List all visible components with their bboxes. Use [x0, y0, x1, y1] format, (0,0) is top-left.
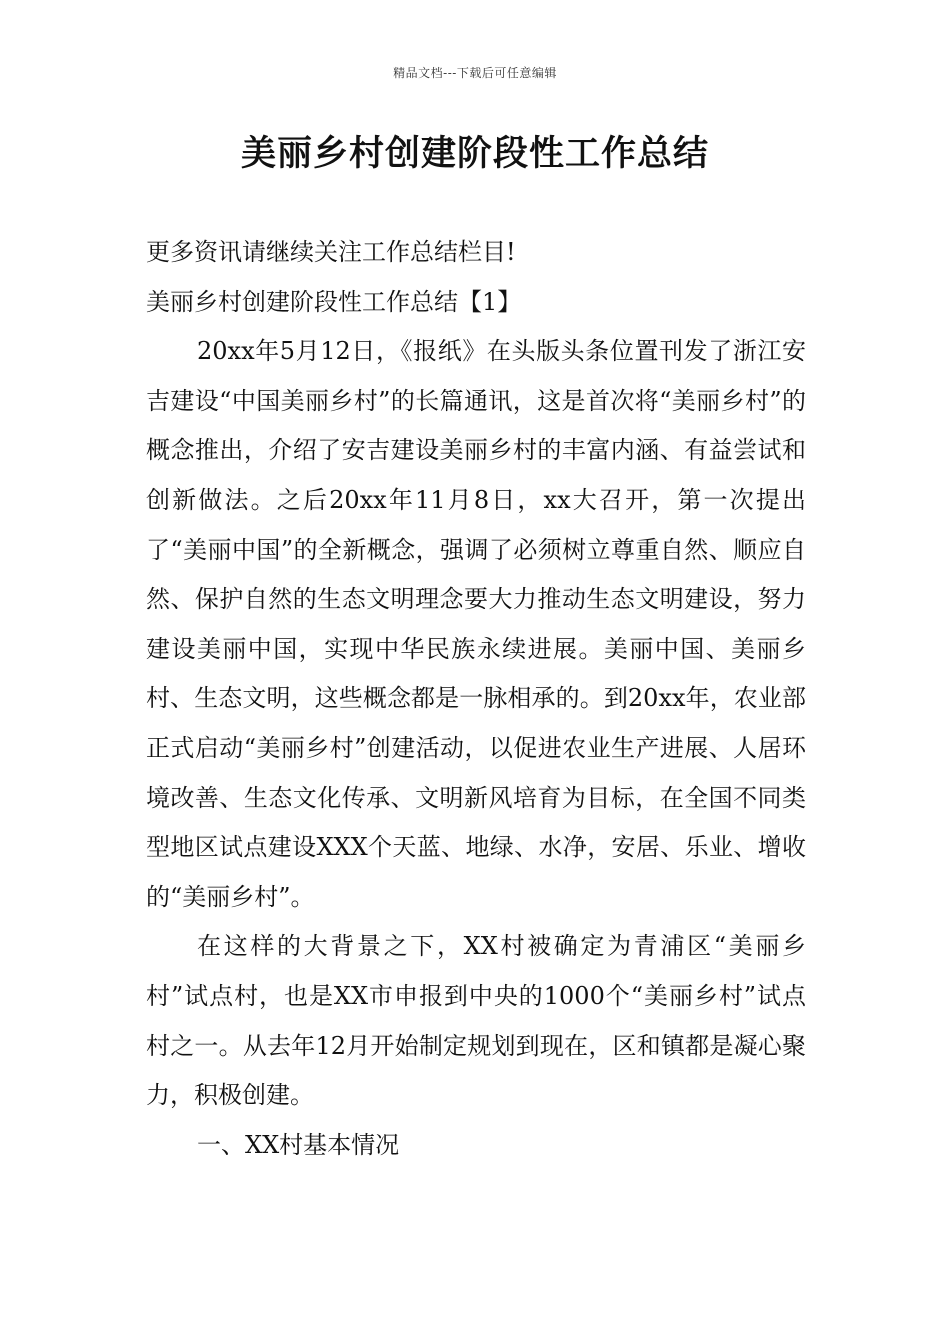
section-heading: 一、XX村基本情况 [197, 1130, 400, 1159]
paragraph-background: 20xx年5月12日，《报纸》在头版头条位置刊发了浙江安吉建设“中国美丽乡村”的长篇通讯，这是首次将“美丽乡村”的概念推出，介绍了安吉建设美丽乡村的丰富内涵、有益尝试和创新做法。之后20xx年11月8日，xx大召开，第一次提出了“美丽中国”的全新概念，强调了必须树立尊重自然、顺应自然、保护自然的生态文明理念要大力推动生态文明建设，努力建设美丽中国，实现中华民族永续进展。美丽中国、美丽乡村、生态文明，这些概念都是一脉相承的。到20xx年，农业部正式启动“美丽乡村”创建活动，以促进农业生产进展、人居环境改善、生态文化传承、文明新风培育为目标，在全国不同类型地区试点建设XXX个天蓝、地绿、水净，安居、乐业、增收的“美丽乡村”。 [146, 337, 806, 911]
page-title: 美丽乡村创建阶段性工作总结 [240, 134, 709, 174]
header-note: 精品文档---下载后可任意编辑 [393, 66, 557, 80]
paragraph-pilot-village: 在这样的大背景之下，XX村被确定为青浦区“美丽乡村”试点村，也是XX市申报到中央的1000个“美丽乡村”试点村之一。从去年12月开始制定规划到现在，区和镇都是凝心聚力，积极创建。 [146, 932, 806, 1110]
intro-line-subtitle: 美丽乡村创建阶段性工作总结【1】 [146, 287, 522, 316]
document-body [146, 228, 806, 1170]
intro-line-follow: 更多资讯请继续关注工作总结栏目! [146, 238, 516, 266]
